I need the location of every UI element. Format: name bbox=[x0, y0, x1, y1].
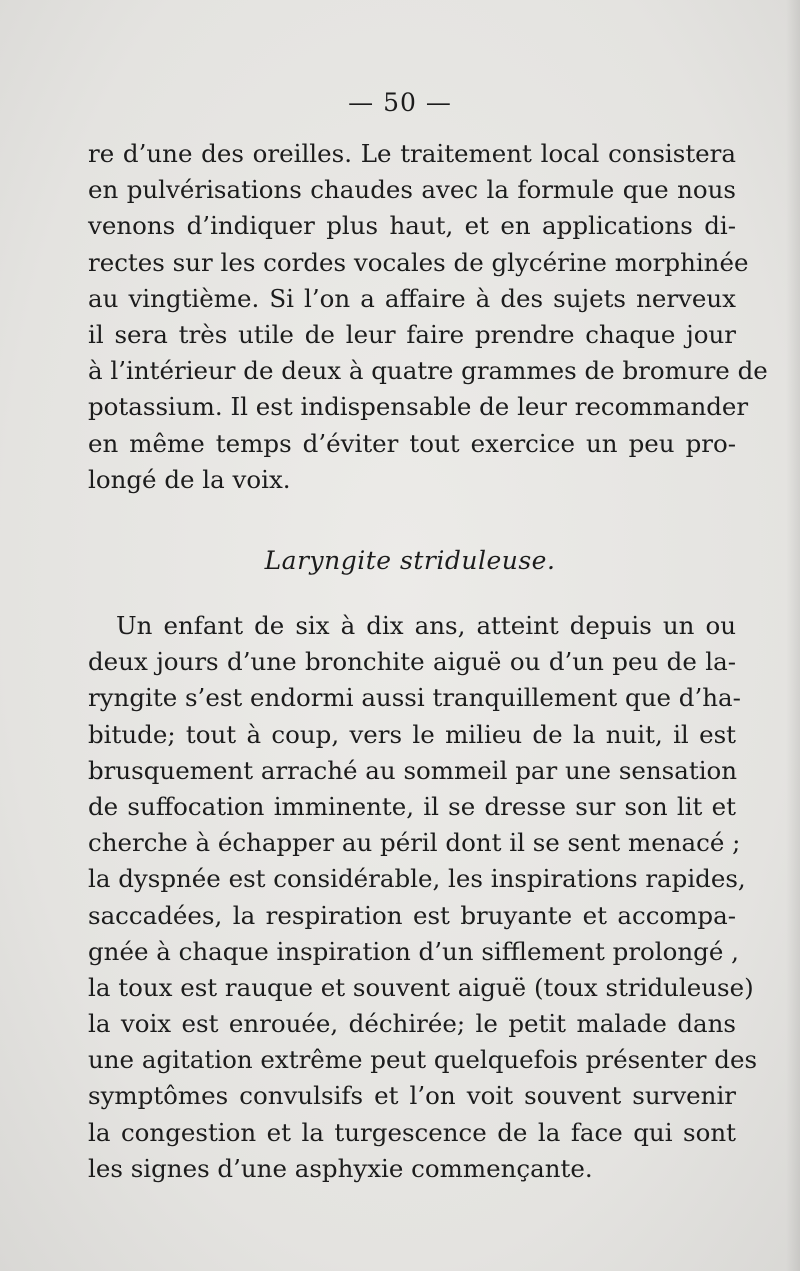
text-line: venons d’indiquer plus haut, et en applications di- bbox=[88, 211, 736, 241]
text-line: la toux est rauque et souvent aiguë (toux striduleuse) bbox=[88, 972, 754, 1002]
text-line: à l’intérieur de deux à quatre grammes de bromure de bbox=[88, 356, 768, 386]
text-line: longé de la voix. bbox=[88, 464, 291, 494]
text-line: il sera très utile de leur faire prendre chaque jour bbox=[88, 319, 736, 349]
text-line: ryngite s’est endormi aussi tranquillement que d’ha- bbox=[88, 683, 741, 713]
text-line: les signes d’une asphyxie commençante. bbox=[88, 1153, 593, 1183]
text-line: la congestion et la turgescence de la face qui sont bbox=[88, 1117, 736, 1147]
text-line: deux jours d’une bronchite aiguë ou d’un peu de la- bbox=[88, 647, 736, 677]
paragraph-continued bbox=[88, 136, 768, 498]
text-line: de suffocation imminente, il se dresse sur son lit et bbox=[88, 791, 736, 821]
text-line: gnée à chaque inspiration d’un sifflement prolongé , bbox=[88, 936, 739, 966]
text-line: en même temps d’éviter tout exercice un peu pro- bbox=[88, 428, 736, 458]
page-edge-shadow bbox=[786, 0, 800, 1271]
text-line: potassium. Il est indispensable de leur recommander bbox=[88, 392, 749, 422]
text-line: symptômes convulsifs et l’on voit souvent survenir bbox=[88, 1081, 736, 1111]
page-number: — 50 — bbox=[348, 88, 452, 117]
text-line: Un enfant de six à dix ans, atteint depuis un ou bbox=[116, 611, 736, 640]
text-line: la dyspnée est considérable, les inspirations rapides, bbox=[88, 864, 746, 894]
section-heading: Laryngite striduleuse. bbox=[264, 546, 556, 575]
paragraph-laryngite bbox=[88, 608, 758, 1187]
text-line: rectes sur les cordes vocales de glycérine morphinée bbox=[88, 247, 749, 277]
text-line: au vingtième. Si l’on a affaire à des sujets nerveux bbox=[88, 283, 736, 313]
text-line: saccadées, la respiration est bruyante et accompa- bbox=[88, 900, 736, 930]
text-line: re d’une des oreilles. Le traitement local consistera bbox=[88, 139, 736, 168]
text-line: en pulvérisations chaudes avec la formule que nous bbox=[88, 175, 736, 205]
text-line: une agitation extrême peut quelquefois présenter des bbox=[88, 1045, 758, 1075]
text-line: la voix est enrouée, déchirée; le petit malade dans bbox=[88, 1009, 736, 1039]
text-line: cherche à échapper au péril dont il se sent menacé ; bbox=[88, 828, 741, 858]
text-line: brusquement arraché au sommeil par une sensation bbox=[88, 755, 738, 785]
text-line: bitude; tout à coup, vers le milieu de la nuit, il est bbox=[88, 719, 736, 749]
